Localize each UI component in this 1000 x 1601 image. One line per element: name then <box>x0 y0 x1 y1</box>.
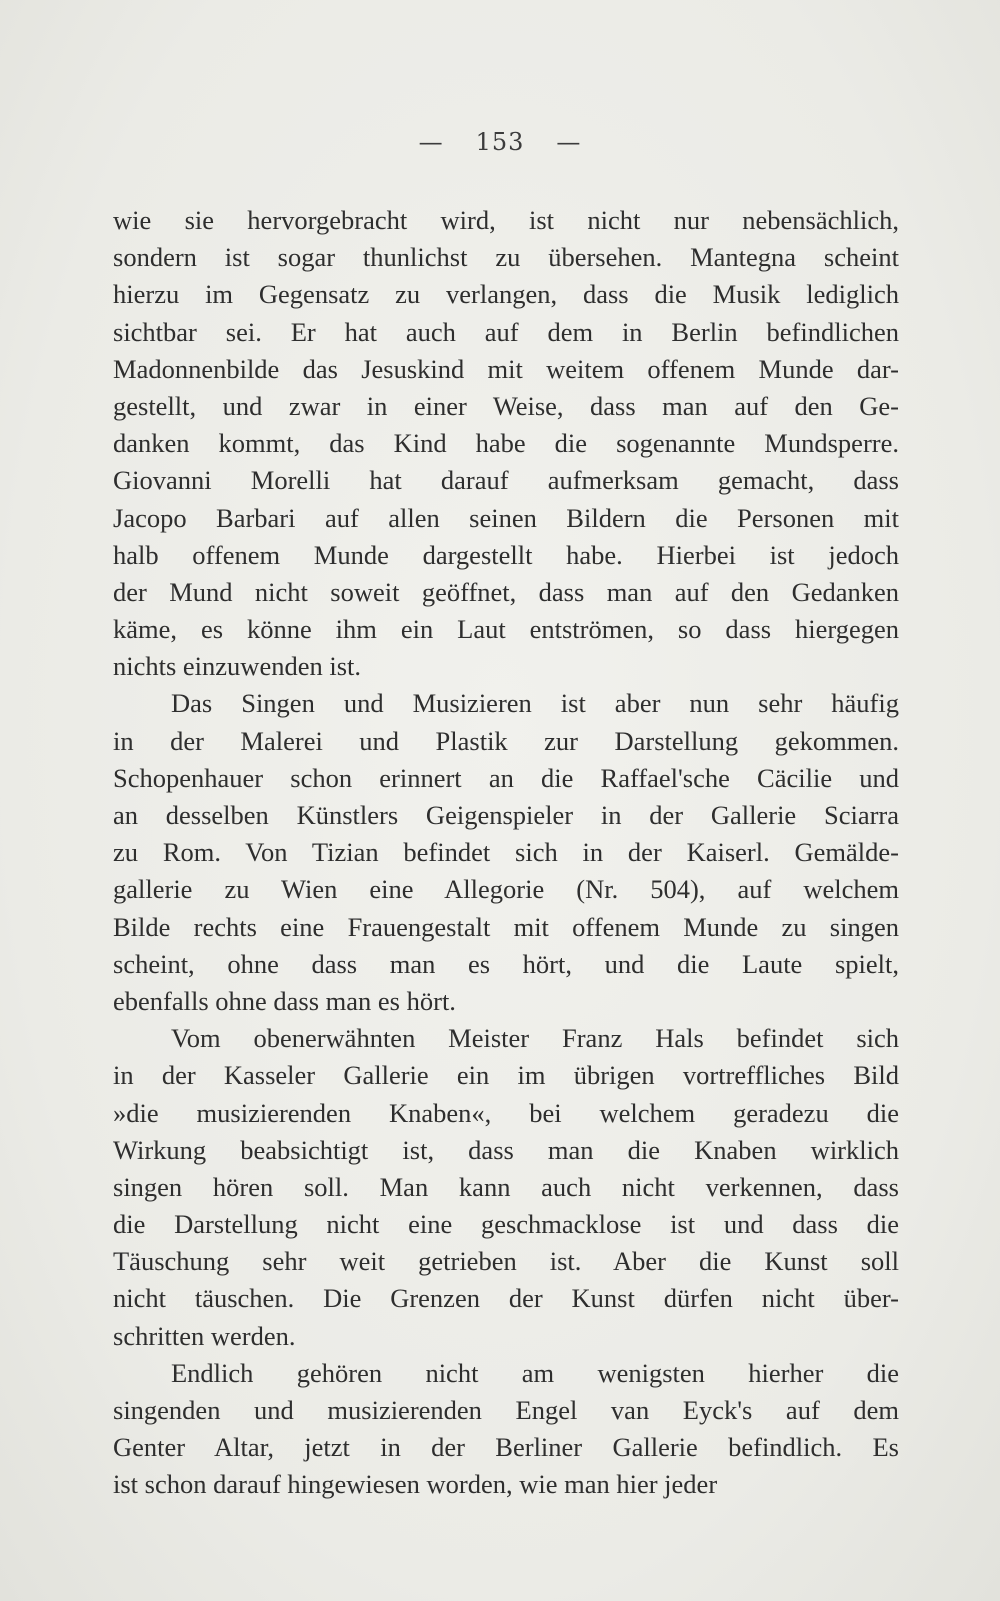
text-line: »die musizierenden Knaben«, bei welchem geradezu die <box>113 1097 899 1128</box>
text-line: nichts einzuwenden ist. <box>113 651 362 682</box>
text-line: danken kommt, das Kind habe die sogenannte Mundsperre. <box>113 428 899 459</box>
text-line: singenden und musizierenden Engel van Eyck's auf dem <box>113 1395 899 1425</box>
text-line: käme, es könne ihm ein Laut entströmen, so dass hiergegen <box>113 614 899 645</box>
text-line: an desselben Künstlers Geigenspieler in der Gallerie Sciarra <box>113 800 899 830</box>
text-line: singen hören soll. Man kann auch nicht verkennen, dass <box>113 1171 899 1202</box>
paragraph <box>113 202 899 685</box>
page-number-prefix: — <box>418 128 444 156</box>
text-line: Madonnenbilde das Jesuskind mit weitem offenem Munde dar- <box>113 353 899 384</box>
text-line: gallerie zu Wien eine Allegorie (Nr. 504), auf welchem <box>113 874 899 905</box>
text-line: Das Singen und Musizieren ist aber nun sehr häufig <box>171 688 899 719</box>
text-line: Genter Altar, jetzt in der Berliner Gallerie befindlich. Es <box>113 1432 899 1463</box>
text-line: Wirkung beabsichtigt ist, dass man die Knaben wirklich <box>113 1134 899 1165</box>
text-line: Jacopo Barbari auf allen seinen Bildern die Personen mit <box>113 502 899 533</box>
text-line: Bilde rechts eine Frauengestalt mit offenem Munde zu singen <box>113 911 899 942</box>
paragraph <box>113 1020 899 1355</box>
text-line: der Mund nicht soweit geöffnet, dass man auf den Gedanken <box>113 576 899 607</box>
text-line: Täuschung sehr weit getrieben ist. Aber die Kunst soll <box>113 1246 899 1277</box>
text-line: halb offenem Munde dargestellt habe. Hierbei ist jedoch <box>113 539 899 570</box>
text-line: nicht täuschen. Die Grenzen der Kunst dürfen nicht über- <box>113 1283 899 1314</box>
text-line: sichtbar sei. Er hat auch auf dem in Berlin befindlichen <box>113 316 899 347</box>
text-line: wie sie hervorgebracht wird, ist nicht nur nebensächlich, <box>113 205 899 235</box>
text-line: Schopenhauer schon erinnert an die Raffael'sche Cäcilie und <box>113 762 899 793</box>
page-number: 153 <box>475 128 525 156</box>
text-line: die Darstellung nicht eine geschmacklose ist und dass die <box>113 1209 899 1240</box>
text-line: schritten werden. <box>113 1320 296 1351</box>
text-line: ebenfalls ohne dass man es hört. <box>113 985 456 1016</box>
text-line: ist schon darauf hingewiesen worden, wie man hier jeder <box>113 1469 718 1500</box>
page-number-suffix: — <box>556 128 582 156</box>
text-line: Endlich gehören nicht am wenigsten hierher die <box>171 1357 899 1388</box>
text-line: sondern ist sogar thunlichst zu übersehen. Mantegna scheint <box>113 242 899 273</box>
paragraph <box>113 1355 899 1504</box>
paragraph <box>113 685 899 1020</box>
text-line: hierzu im Gegensatz zu verlangen, dass die Musik lediglich <box>113 279 899 310</box>
text-line: scheint, ohne dass man es hört, und die Laute spielt, <box>113 948 899 979</box>
text-line: Giovanni Morelli hat darauf aufmerksam gemacht, dass <box>113 465 899 496</box>
page-header <box>0 128 1000 156</box>
text-line: gestellt, und zwar in einer Weise, dass man auf den Ge- <box>113 390 899 421</box>
text-line: in der Malerei und Plastik zur Darstellung gekommen. <box>113 725 899 756</box>
text-line: in der Kasseler Gallerie ein im übrigen vortreffliches Bild <box>113 1060 899 1091</box>
text-line: Vom obenerwähnten Meister Franz Hals befindet sich <box>171 1023 899 1054</box>
body-text <box>113 202 899 1504</box>
text-line: zu Rom. Von Tizian befindet sich in der Kaiserl. Gemälde- <box>113 837 899 868</box>
